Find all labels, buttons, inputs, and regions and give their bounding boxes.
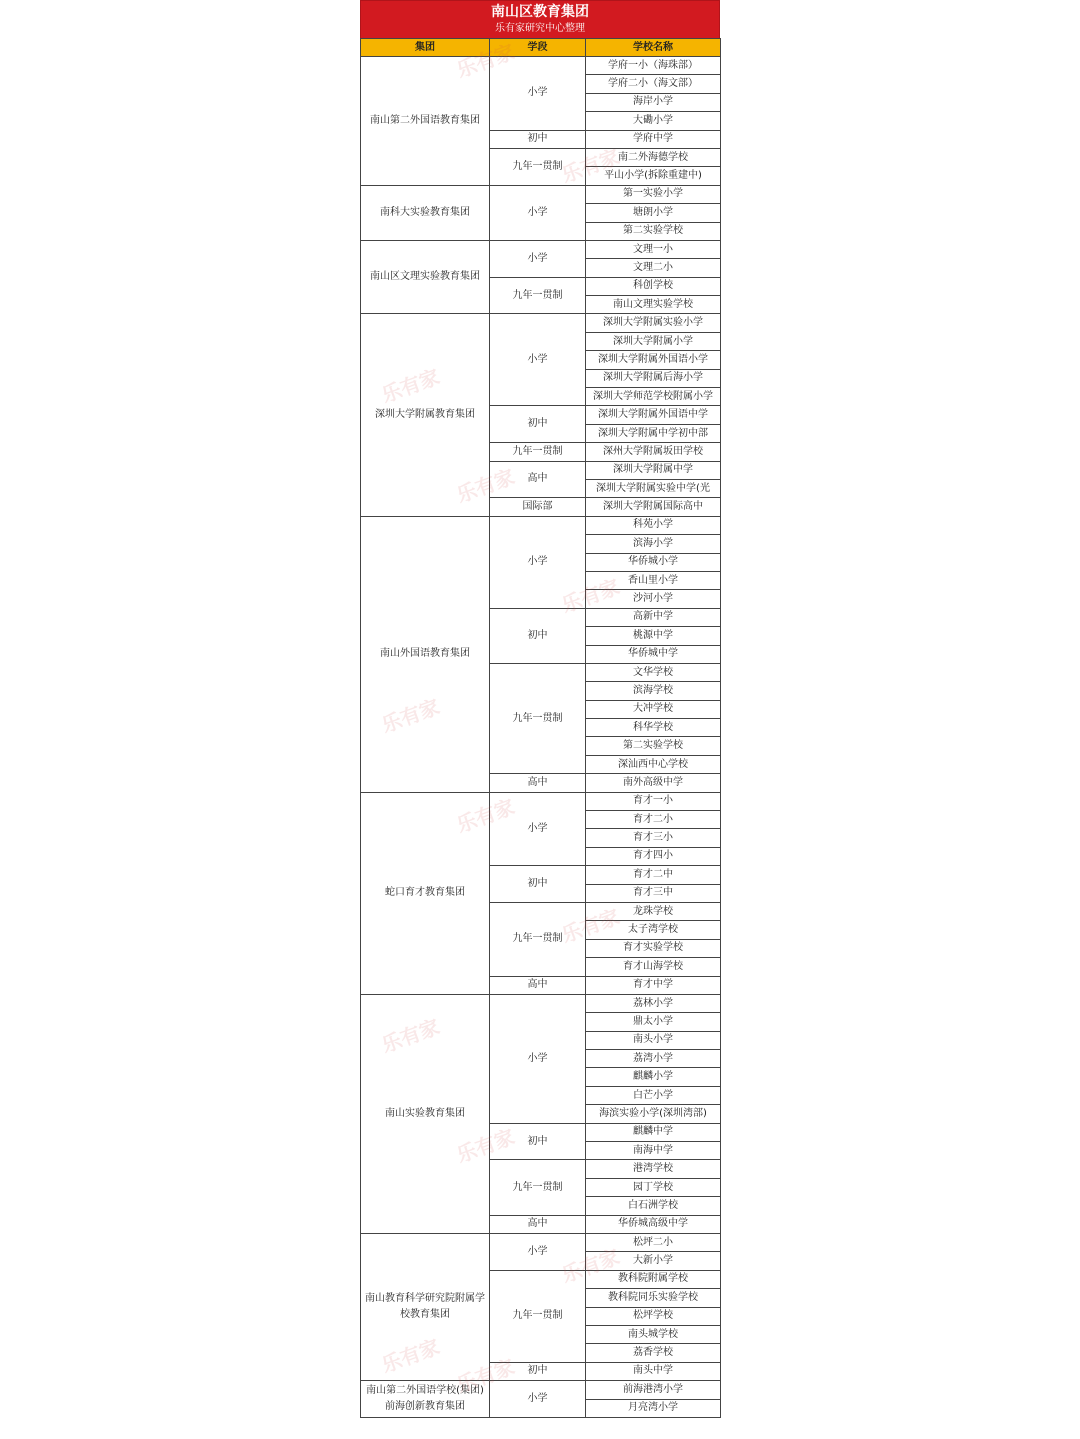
school-table <box>360 38 721 1418</box>
school-name-cell: 深圳大学附属实验小学 <box>586 314 721 332</box>
school-name-cell: 前海港湾小学 <box>586 1381 721 1399</box>
school-name-cell: 麒麟小学 <box>586 1068 721 1086</box>
school-name-cell: 华侨城中学 <box>586 645 721 663</box>
stage-cell: 初中 <box>490 406 586 443</box>
school-name-cell: 平山小学(拆除重建中) <box>586 167 721 185</box>
stage-cell: 九年一贯制 <box>490 663 586 773</box>
school-name-cell: 深圳大学附属外国语中学 <box>586 406 721 424</box>
stage-cell: 九年一贯制 <box>490 443 586 461</box>
group-name-cell: 南山区文理实验教育集团 <box>361 240 490 314</box>
school-name-cell: 深圳大学附属外国语小学 <box>586 351 721 369</box>
school-name-cell: 海滨实验小学(深圳湾部) <box>586 1105 721 1123</box>
school-name-cell: 育才三中 <box>586 884 721 902</box>
school-name-cell: 港湾学校 <box>586 1160 721 1178</box>
group-name-cell: 南山实验教育集团 <box>361 994 490 1233</box>
school-name-cell: 桃源中学 <box>586 627 721 645</box>
stage-cell: 九年一贯制 <box>490 1270 586 1362</box>
group-name-cell: 蛇口育才教育集团 <box>361 792 490 994</box>
watermark-logo: 乐有家 <box>378 1334 443 1378</box>
school-name-cell: 大冲学校 <box>586 700 721 718</box>
table-row <box>361 57 721 75</box>
stage-cell: 高中 <box>490 774 586 792</box>
school-name-cell: 麒麟中学 <box>586 1123 721 1141</box>
school-name-cell: 文理一小 <box>586 240 721 258</box>
school-name-cell: 深汕西中心学校 <box>586 755 721 773</box>
watermark-logo: 乐有家 <box>558 904 623 948</box>
page-title: 南山区教育集团 <box>491 4 589 20</box>
school-name-cell: 香山里小学 <box>586 571 721 589</box>
school-name-cell: 第二实验学校 <box>586 222 721 240</box>
school-name-cell: 育才三小 <box>586 829 721 847</box>
school-name-cell: 深圳大学附属实验中学(光 <box>586 479 721 497</box>
school-name-cell: 育才山海学校 <box>586 958 721 976</box>
stage-cell: 小学 <box>490 314 586 406</box>
stage-cell: 九年一贯制 <box>490 902 586 976</box>
column-header-stage: 学段 <box>490 39 586 57</box>
column-header-school: 学校名称 <box>586 39 721 57</box>
stage-cell: 小学 <box>490 185 586 240</box>
table-row <box>361 240 721 258</box>
school-name-cell: 太子湾学校 <box>586 921 721 939</box>
school-name-cell: 育才二小 <box>586 811 721 829</box>
stage-cell: 高中 <box>490 461 586 498</box>
school-name-cell: 教科院同乐实验学校 <box>586 1289 721 1307</box>
watermark-logo: 乐有家 <box>378 694 443 738</box>
school-name-cell: 学府中学 <box>586 130 721 148</box>
school-name-cell: 学府二小（海文部） <box>586 75 721 93</box>
school-name-cell: 海岸小学 <box>586 93 721 111</box>
school-name-cell: 文华学校 <box>586 663 721 681</box>
school-name-cell: 荔林小学 <box>586 994 721 1012</box>
school-name-cell: 深圳大学附属小学 <box>586 332 721 350</box>
school-name-cell: 南海中学 <box>586 1142 721 1160</box>
stage-cell: 小学 <box>490 792 586 866</box>
school-name-cell: 荔香学校 <box>586 1344 721 1362</box>
school-name-cell: 龙珠学校 <box>586 902 721 920</box>
stage-cell: 小学 <box>490 516 586 608</box>
stage-cell: 初中 <box>490 608 586 663</box>
school-name-cell: 大磡小学 <box>586 112 721 130</box>
group-name-cell: 南科大实验教育集团 <box>361 185 490 240</box>
group-name-cell: 南山第二外国语教育集团 <box>361 57 490 186</box>
stage-cell: 初中 <box>490 1362 586 1380</box>
school-name-cell: 深圳大学附属国际高中 <box>586 498 721 516</box>
school-name-cell: 科华学校 <box>586 719 721 737</box>
school-name-cell: 华侨城小学 <box>586 553 721 571</box>
school-name-cell: 白芒小学 <box>586 1086 721 1104</box>
watermark-logo: 乐有家 <box>558 144 623 188</box>
school-name-cell: 月亮湾小学 <box>586 1399 721 1417</box>
stage-cell: 小学 <box>490 240 586 277</box>
watermark-logo: 乐有家 <box>558 574 623 618</box>
group-name-cell: 南山外国语教育集团 <box>361 516 490 792</box>
group-name-cell: 深圳大学附属教育集团 <box>361 314 490 516</box>
stage-cell: 初中 <box>490 1123 586 1160</box>
stage-cell: 九年一贯制 <box>490 148 586 185</box>
stage-cell: 小学 <box>490 57 586 131</box>
school-name-cell: 育才实验学校 <box>586 939 721 957</box>
watermark-logo: 乐有家 <box>558 1244 623 1288</box>
school-name-cell: 滨海小学 <box>586 535 721 553</box>
table-header-row <box>361 39 721 57</box>
school-name-cell: 塘朗小学 <box>586 204 721 222</box>
school-name-cell: 鼎太小学 <box>586 1013 721 1031</box>
school-name-cell: 教科院附属学校 <box>586 1270 721 1288</box>
school-name-cell: 南山文理实验学校 <box>586 296 721 314</box>
stage-cell: 高中 <box>490 1215 586 1233</box>
school-name-cell: 育才中学 <box>586 976 721 994</box>
watermark-logo: 乐有家 <box>453 39 518 83</box>
school-name-cell: 深州大学附属坂田学校 <box>586 443 721 461</box>
group-name-cell: 南山第二外国语学校(集团)前海创新教育集团 <box>361 1381 490 1418</box>
table-body <box>361 57 721 1418</box>
stage-cell: 高中 <box>490 976 586 994</box>
school-name-cell: 松坪学校 <box>586 1307 721 1325</box>
school-name-cell: 科创学校 <box>586 277 721 295</box>
school-name-cell: 文理二小 <box>586 259 721 277</box>
school-name-cell: 科苑小学 <box>586 516 721 534</box>
watermark-logo: 乐有家 <box>453 794 518 838</box>
table-row <box>361 994 721 1012</box>
table-row <box>361 1234 721 1252</box>
school-name-cell: 深圳大学附属中学 <box>586 461 721 479</box>
table-row <box>361 185 721 203</box>
table-row <box>361 516 721 534</box>
stage-cell: 小学 <box>490 1234 586 1271</box>
stage-cell: 初中 <box>490 130 586 148</box>
school-name-cell: 育才二中 <box>586 866 721 884</box>
school-name-cell: 第一实验小学 <box>586 185 721 203</box>
watermark-logo: 乐有家 <box>453 1124 518 1168</box>
watermark-logo: 乐有家 <box>378 1014 443 1058</box>
school-name-cell: 沙河小学 <box>586 590 721 608</box>
school-name-cell: 松坪二小 <box>586 1234 721 1252</box>
school-name-cell: 南头中学 <box>586 1362 721 1380</box>
school-name-cell: 华侨城高级中学 <box>586 1215 721 1233</box>
table-row <box>361 314 721 332</box>
page-subtitle: 乐有家研究中心整理 <box>495 23 585 34</box>
watermark-logo: 乐有家 <box>378 364 443 408</box>
school-name-cell: 深圳大学附属后海小学 <box>586 369 721 387</box>
school-name-cell: 育才一小 <box>586 792 721 810</box>
school-name-cell: 第二实验学校 <box>586 737 721 755</box>
school-name-cell: 学府一小（海珠部） <box>586 57 721 75</box>
table-row <box>361 792 721 810</box>
column-header-group: 集团 <box>361 39 490 57</box>
school-name-cell: 南头城学校 <box>586 1325 721 1343</box>
stage-cell: 国际部 <box>490 498 586 516</box>
stage-cell: 小学 <box>490 1381 586 1418</box>
title-bar <box>360 0 720 40</box>
stage-cell: 小学 <box>490 994 586 1123</box>
school-name-cell: 荔湾小学 <box>586 1050 721 1068</box>
school-name-cell: 南头小学 <box>586 1031 721 1049</box>
watermark-logo: 乐有家 <box>453 1354 518 1398</box>
school-name-cell: 大新小学 <box>586 1252 721 1270</box>
watermark-logo: 乐有家 <box>453 464 518 508</box>
school-name-cell: 白石洲学校 <box>586 1197 721 1215</box>
table-row <box>361 1381 721 1399</box>
school-name-cell: 育才四小 <box>586 847 721 865</box>
school-name-cell: 南二外海德学校 <box>586 148 721 166</box>
school-name-cell: 滨海学校 <box>586 682 721 700</box>
stage-cell: 初中 <box>490 866 586 903</box>
stage-cell: 九年一贯制 <box>490 277 586 314</box>
school-name-cell: 园丁学校 <box>586 1178 721 1196</box>
school-name-cell: 高新中学 <box>586 608 721 626</box>
group-name-cell: 南山教育科学研究院附属学校教育集团 <box>361 1234 490 1381</box>
school-name-cell: 南外高级中学 <box>586 774 721 792</box>
school-name-cell: 深圳大学附属中学初中部 <box>586 424 721 442</box>
school-name-cell: 深圳大学师范学校附属小学 <box>586 388 721 406</box>
stage-cell: 九年一贯制 <box>490 1160 586 1215</box>
